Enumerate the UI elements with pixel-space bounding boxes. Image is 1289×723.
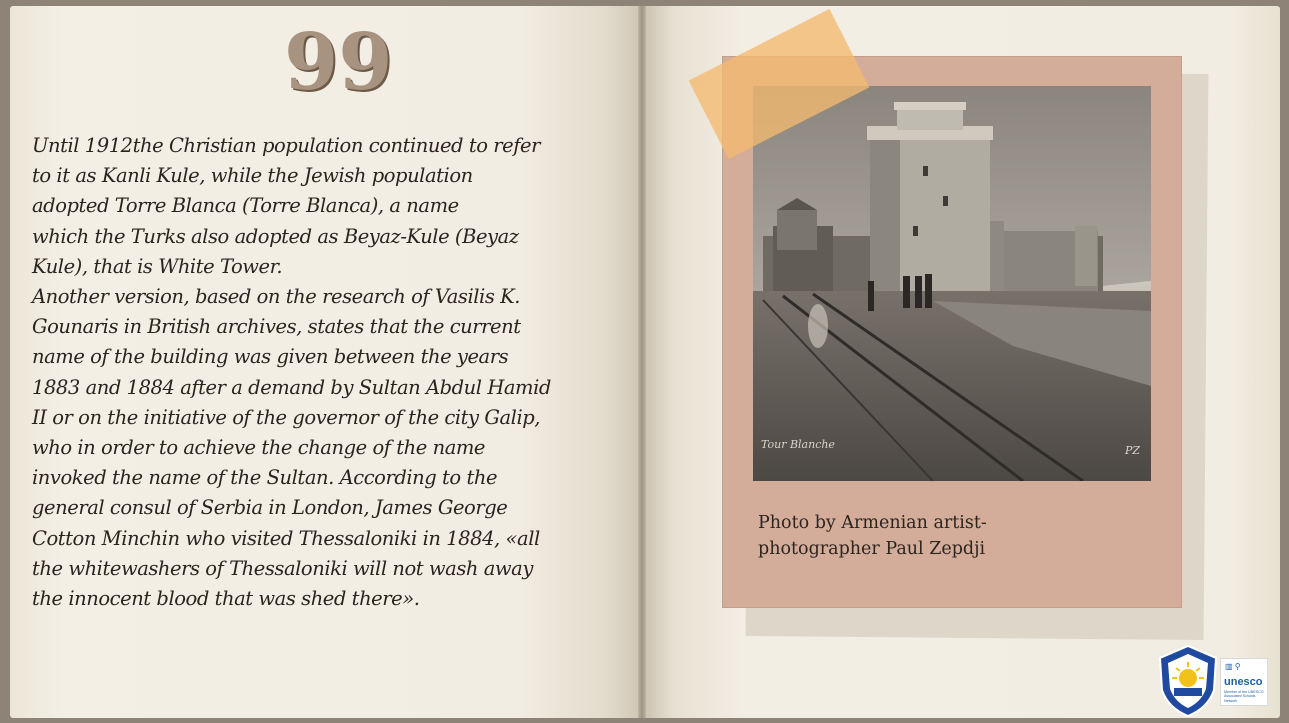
text-line: Kule), that is White Tower. (32, 254, 283, 278)
caption-line: photographer Paul Zepdji (758, 539, 986, 559)
book-spine (638, 6, 646, 718)
quote-mark-icon: 99 (284, 17, 393, 108)
text-line: 1883 and 1884 after a demand by Sultan Abdul Hamid (32, 375, 551, 399)
unesco-logo (1220, 658, 1268, 706)
unesco-subtitle: Member of the UNESCO Associated Schools Network (1224, 690, 1264, 703)
paragraph-2 (32, 282, 632, 614)
school-emblem-icon (1156, 644, 1220, 718)
text-line: name of the building was given between the years (32, 345, 509, 369)
text-line: Until 1912the Christian population continued to refer (32, 134, 540, 157)
text-line: Cotton Minchin who visited Thessaloniki in 1884, «all (32, 526, 540, 550)
text-line: Gounaris in British archives, states that the current (32, 315, 521, 339)
text-line: Another version, based on the research of Vasilis K. (32, 285, 521, 309)
unesco-word: unesco (1224, 676, 1263, 688)
text-line: who in order to achieve the change of the name (32, 436, 486, 460)
caption-line: Photo by Armenian artist- (758, 513, 987, 533)
text-line: invoked the name of the Sultan. According to the (32, 466, 498, 490)
tower-photo (753, 86, 1151, 481)
photo-inscription-right: PZ (1125, 444, 1141, 457)
text-line: the whitewashers of Thessaloniki will not wash away (32, 556, 533, 580)
text-line: the innocent blood that was shed there». (32, 587, 420, 611)
paragraph-1 (32, 131, 632, 282)
text-line: adopted Torre Blanca (Torre Blanca), a name (32, 194, 459, 218)
text-line: which the Turks also adopted as Beyaz-Kule (Beyaz (32, 224, 519, 248)
body-text (32, 131, 632, 614)
unesco-temple-icon: ▥ ⚲ (1225, 662, 1241, 671)
text-line: to it as Kanli Kule, while the Jewish population (32, 164, 473, 188)
photo-caption (758, 510, 1058, 562)
text-line: II or on the initiative of the governor of the city Galip, (32, 405, 541, 429)
photo-inscription-left: Tour Blanche (761, 438, 835, 451)
text-line: general consul of Serbia in London, James George (32, 496, 508, 520)
